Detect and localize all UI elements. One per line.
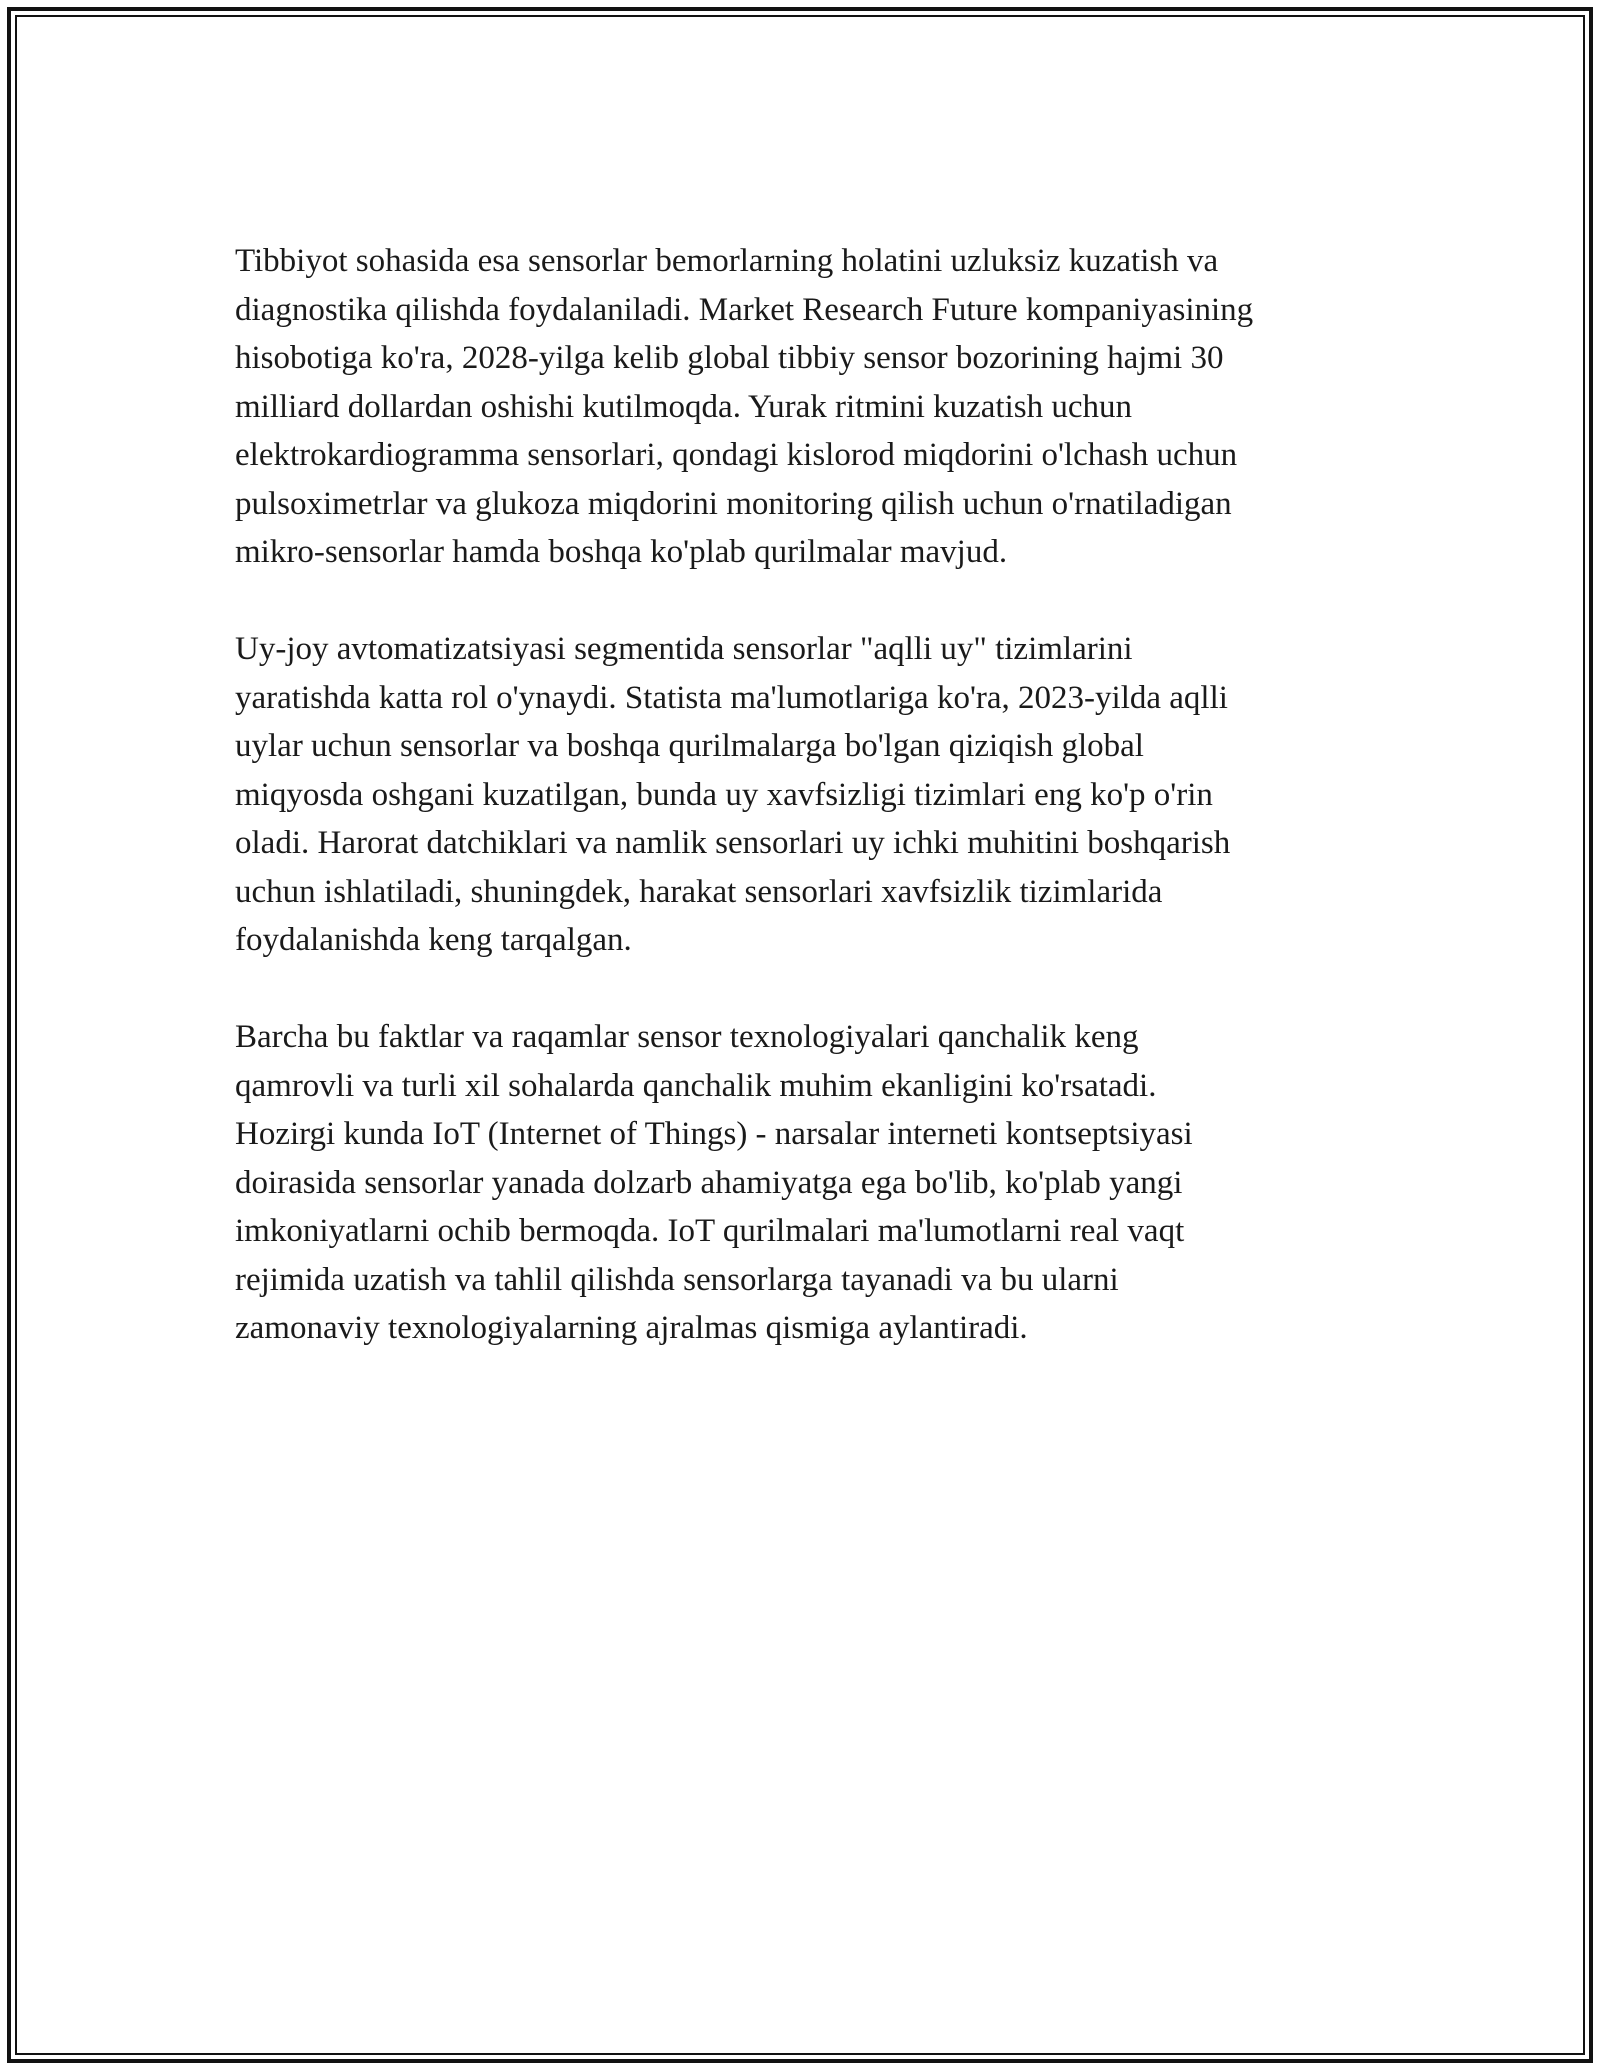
document-body [235, 237, 1375, 1401]
paragraph-iot-summary: Barcha bu faktlar va raqamlar sensor texnologiyalari qanchalik keng qamrovli va turli xil sohalarda qanchalik muhim ekanligini ko'rsatadi. Hozirgi kunda IoT (Internet of Things) - narsalar interneti kontseptsiyasi doirasida sensorlar yanada dolzarb ahamiyatga ega bo'lib, ko'plab yangi imkoniyatlarni ochib bermoqda. IoT qurilmalari ma'lumotlarni real vaqt rejimida uzatish va tahlil qilishda sensorlarga tayanadi va bu ularni zamonaviy texnologiyalarning ajralmas qismiga aylantiradi. [235, 1019, 1193, 1346]
paragraph-home-automation: Uy-joy avtomatizatsiyasi segmentida sensorlar "aqlli uy" tizimlarini yaratishda katta rol o'ynaydi. Statista ma'lumotlariga ko'ra, 2023-yilda aqlli uylar uchun sensorlar va boshqa qurilmalarga bo'lgan qiziqish global miqyosda oshgani kuzatilgan, bunda uy xavfsizligi tizimlari eng ko'p o'rin oladi. Harorat datchiklari va namlik sensorlari uy ichki muhitini boshqarish uchun ishlatiladi, shuningdek, harakat sensorlari xavfsizlik tizimlarida foydalanishda keng tarqalgan. [235, 631, 1231, 958]
paragraph-medical-sensors: Tibbiyot sohasida esa sensorlar bemorlarning holatini uzluksiz kuzatish va diagnostika qilishda foydalaniladi. Market Research Future kompaniyasining hisobotiga ko'ra, 2028-yilga kelib global tibbiy sensor bozorining hajmi 30 milliard dollardan oshishi kutilmoqda. Yurak ritmini kuzatish uchun elektrokardiogramma sensorlari, qondagi kislorod miqdorini o'lchash uchun pulsoximetrlar va glukoza miqdorini monitoring qilish uchun o'rnatiladigan mikro-sensorlar hamda boshqa ko'plab qurilmalar mavjud. [235, 243, 1254, 570]
